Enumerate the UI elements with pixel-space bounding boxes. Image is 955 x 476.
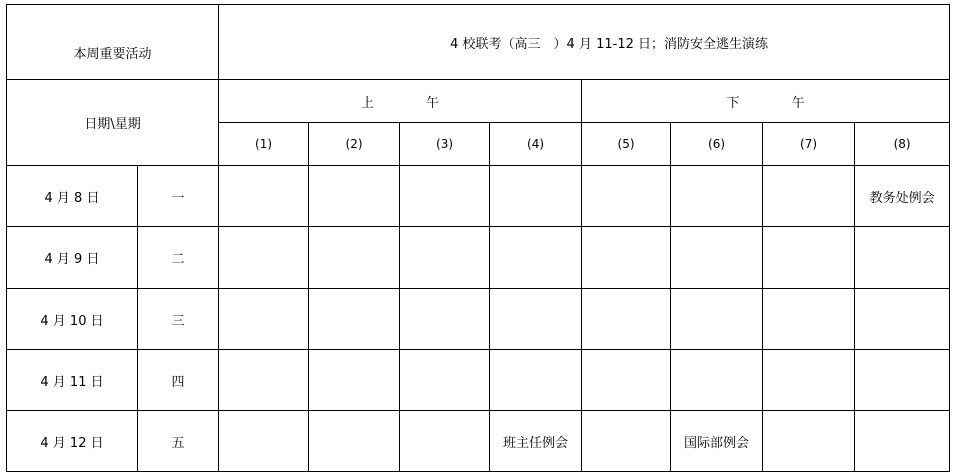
period-header-6: (6) [671, 123, 763, 166]
afternoon-header-char-2: 午 [791, 95, 805, 111]
activity-label: 本周重要活动 [7, 5, 219, 80]
schedule-cell: 班主任例会 [490, 411, 582, 472]
schedule-cell [400, 350, 490, 411]
schedule-cell [400, 227, 490, 289]
schedule-cell [671, 227, 763, 289]
table-row [7, 166, 950, 227]
weekday-cell: 二 [138, 227, 219, 289]
schedule-cell [582, 227, 671, 289]
date-cell: 4 月 12 日 [7, 411, 138, 472]
schedule-cell [490, 289, 582, 350]
schedule-cell [309, 289, 400, 350]
date-cell: 4 月 11 日 [7, 350, 138, 411]
table-row [7, 411, 950, 472]
schedule-cell [400, 166, 490, 227]
period-header-1: (1) [219, 123, 309, 166]
table-row [7, 289, 950, 350]
schedule-cell [582, 166, 671, 227]
schedule-cell [219, 227, 309, 289]
period-header-5: (5) [582, 123, 671, 166]
weekday-cell: 五 [138, 411, 219, 472]
period-header-2: (2) [309, 123, 400, 166]
schedule-cell [763, 227, 855, 289]
weekday-cell: 四 [138, 350, 219, 411]
schedule-cell [490, 166, 582, 227]
schedule-cell [855, 411, 950, 472]
date-cell: 4 月 9 日 [7, 227, 138, 289]
schedule-cell [309, 411, 400, 472]
schedule-cell [763, 289, 855, 350]
afternoon-header-char-1: 下 [726, 95, 740, 111]
schedule-cell [219, 350, 309, 411]
schedule-cell [490, 227, 582, 289]
period-header-3: (3) [400, 123, 490, 166]
schedule-cell [400, 289, 490, 350]
date-cell: 4 月 10 日 [7, 289, 138, 350]
schedule-cell [763, 166, 855, 227]
date-cell: 4 月 8 日 [7, 166, 138, 227]
schedule-cell [855, 227, 950, 289]
weekly-schedule-table [6, 4, 950, 472]
table-row [7, 227, 950, 289]
period-header-4: (4) [490, 123, 582, 166]
schedule-cell [763, 350, 855, 411]
schedule-cell: 国际部例会 [671, 411, 763, 472]
schedule-cell [582, 411, 671, 472]
schedule-cell [219, 289, 309, 350]
schedule-cell [671, 289, 763, 350]
schedule-cell [582, 289, 671, 350]
schedule-cell [582, 350, 671, 411]
period-header-7: (7) [763, 123, 855, 166]
schedule-cell [671, 166, 763, 227]
schedule-cell [309, 350, 400, 411]
schedule-cell: 教务处例会 [855, 166, 950, 227]
schedule-cell [763, 411, 855, 472]
activity-text: 4 校联考（高三 ）4 月 11-12 日；消防安全逃生演练 [219, 5, 950, 80]
activity-row [7, 5, 950, 80]
date-weekday-header: 日期\星期 [7, 80, 219, 166]
half-day-header-row [7, 80, 950, 123]
table-row [7, 350, 950, 411]
schedule-cell [309, 166, 400, 227]
schedule-cell [400, 411, 490, 472]
period-header-8: (8) [855, 123, 950, 166]
schedule-cell [855, 289, 950, 350]
morning-header-char-2: 午 [426, 95, 440, 111]
morning-header-char-1: 上 [361, 95, 375, 111]
schedule-cell [219, 166, 309, 227]
schedule-cell [855, 350, 950, 411]
schedule-cell [671, 350, 763, 411]
morning-header [219, 80, 582, 123]
weekday-cell: 三 [138, 289, 219, 350]
weekday-cell: 一 [138, 166, 219, 227]
afternoon-header [582, 80, 950, 123]
schedule-cell [219, 411, 309, 472]
schedule-cell [490, 350, 582, 411]
schedule-cell [309, 227, 400, 289]
